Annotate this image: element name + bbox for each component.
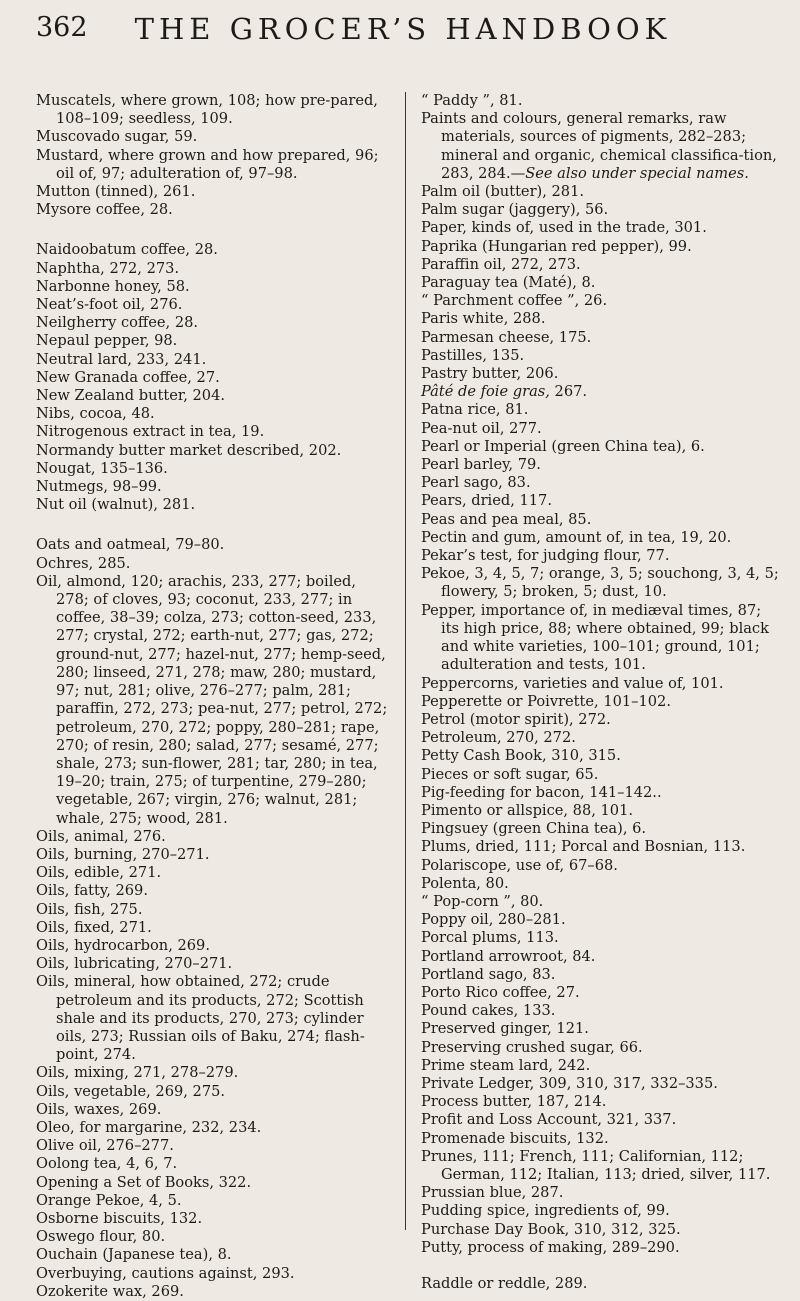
index-entry <box>36 92 388 128</box>
index-entry <box>36 536 388 554</box>
entry-text: Orange Pekoe, 4, 5. <box>36 1191 182 1209</box>
page-header <box>36 12 770 52</box>
index-entry <box>421 474 783 492</box>
entry-text: Oleo, for margarine, 232, 234. <box>36 1118 262 1136</box>
entry-text: Oil, almond, 120; arachis, 233, 277; boiled, 278; of cloves, 93; coconut, 233, 277; in coffee, 38–39; colza, 273; cotton-seed, 233, 277; crystal, 272; earth-nut, 277; gas, 272; ground-nut, 277; hazel-nut, 277; hemp-seed, 280; linseed, 271, 278; maw, 280; mustard, 97; nut, 281; olive, 276–277; palm, 281; paraffin, 272, 273; pea-nut, 277; petrol, 272; petroleum, 270, 272; poppy, 280–281; rape, 270; of resin, 280; salad, 277; sesamé, 277; shale, 273; sun-flower, 281; tar, 280; in tea, 19–20; train, 275; of turpentine, 279–280; vegetable, 267; virgin, 276; walnut, 281; whale, 275; wood, 281. <box>36 572 388 827</box>
entry-text: Mutton (tinned), 261. <box>36 183 196 201</box>
entry-text: Muscatels, where grown, 108; how pre-pared, 108–109; seedless, 109. <box>36 92 378 128</box>
index-entry <box>421 729 783 747</box>
index-entry <box>421 784 783 802</box>
entry-text: Nutmegs, 98–99. <box>36 478 162 496</box>
entry-text: Patna rice, 81. <box>421 401 529 419</box>
index-entry <box>36 478 388 496</box>
entry-text: Oils, animal, 276. <box>36 827 166 845</box>
index-entry <box>36 423 388 441</box>
index-entry <box>36 828 388 846</box>
index-entry <box>421 1239 783 1257</box>
index-entry <box>421 92 783 110</box>
index-entry <box>421 1221 783 1239</box>
entry-text: Neilgherry coffee, 28. <box>36 314 199 332</box>
index-entry <box>421 1057 783 1075</box>
entry-text: Pekar’s test, for judging flour, 77. <box>421 547 670 565</box>
index-entry <box>36 1174 388 1192</box>
index-entry <box>36 882 388 900</box>
index-entry <box>36 260 388 278</box>
entry-text: Oils, fixed, 271. <box>36 918 152 936</box>
entry-text: Poppy oil, 280–281. <box>421 911 566 929</box>
entry-text: Portland sago, 83. <box>421 965 556 983</box>
entry-text: Mustard, where grown and how prepared, 96; oil of, 97; adulteration of, 97–98. <box>36 146 379 182</box>
entry-text: Petrol (motor spirit), 272. <box>421 710 611 728</box>
index-entry <box>421 183 783 201</box>
index-entry <box>421 1002 783 1020</box>
index-entry <box>421 456 783 474</box>
index-entry <box>36 555 388 573</box>
index-entry <box>421 1020 783 1038</box>
entry-text: Peppercorns, varieties and value of, 101. <box>421 674 724 692</box>
index-entry <box>421 274 783 292</box>
index-entry <box>36 1083 388 1101</box>
entry-text: Oils, fish, 275. <box>36 900 143 918</box>
entry-text: Oils, hydrocarbon, 269. <box>36 936 210 954</box>
index-entry <box>36 128 388 146</box>
section-gap <box>36 514 388 536</box>
index-entry <box>36 405 388 423</box>
entry-text: Peas and pea meal, 85. <box>421 510 592 528</box>
entry-text: Pectin and gum, amount of, in tea, 19, 20. <box>421 528 732 546</box>
index-entry <box>36 369 388 387</box>
index-entry <box>421 711 783 729</box>
index-entry <box>421 857 783 875</box>
entry-text: Promenade biscuits, 132. <box>421 1129 609 1147</box>
entry-italic-head: Pâté de foie gras, <box>421 383 550 401</box>
entry-text: Ozokerite wax, 269. <box>36 1282 184 1300</box>
entry-text: Nibs, cocoa, 48. <box>36 405 155 423</box>
entry-text: Prussian blue, 287. <box>421 1184 564 1202</box>
entry-text: Pastry butter, 206. <box>421 365 559 383</box>
entry-text: Paints and colours, general remarks, raw materials, sources of pigments, 282–283; mineral and organic, chemical classifica-tion, 283, 284.— <box>421 110 777 182</box>
entry-text: Plums, dried, 111; Porcal and Bosnian, 113. <box>421 838 746 856</box>
entry-text: Naidoobatum coffee, 28. <box>36 241 218 259</box>
entry-text: Polariscope, use of, 67–68. <box>421 856 618 874</box>
entry-text: Palm sugar (jaggery), 56. <box>421 201 609 219</box>
entry-text: Paraguay tea (Maté), 8. <box>421 274 596 292</box>
entry-text: Preserving crushed sugar, 66. <box>421 1038 643 1056</box>
entry-text: Raddle or reddle, 289. <box>421 1275 588 1292</box>
entry-text: Ouchain (Japanese tea), 8. <box>36 1246 232 1264</box>
entry-text: Pudding spice, ingredients of, 99. <box>421 1202 670 1220</box>
index-entry <box>421 310 783 328</box>
index-entry <box>36 314 388 332</box>
index-entry <box>421 1148 783 1184</box>
entry-text: Oils, mixing, 271, 278–279. <box>36 1064 239 1082</box>
index-entry <box>36 846 388 864</box>
index-entry <box>36 901 388 919</box>
entry-text: Palm oil (butter), 281. <box>421 183 585 201</box>
index-entry <box>421 492 783 510</box>
index-entry <box>36 332 388 350</box>
entry-text: Porto Rico coffee, 27. <box>421 983 580 1001</box>
entry-text: Private Ledger, 309, 310, 317, 332–335. <box>421 1074 718 1092</box>
entry-text: Muscovado sugar, 59. <box>36 128 198 146</box>
index-entry <box>36 1265 388 1283</box>
index-entry <box>421 529 783 547</box>
entry-text: Naphtha, 272, 273. <box>36 259 180 277</box>
entry-text: Pearl or Imperial (green China tea), 6. <box>421 437 705 455</box>
entry-text: Portland arrowroot, 84. <box>421 947 596 965</box>
index-entry <box>36 1101 388 1119</box>
index-entry <box>36 241 388 259</box>
index-entry <box>421 365 783 383</box>
entry-text: Oils, mineral, how obtained, 272; crude petroleum and its products, 272; Scottish shale and its products, 270, 273; cylinder oils, 273; Russian oils of Baku, 274; flash-point, 274. <box>36 973 365 1064</box>
index-entry <box>36 201 388 219</box>
index-entry <box>421 929 783 947</box>
index-entry <box>36 496 388 514</box>
entry-text: Oats and oatmeal, 79–80. <box>36 536 225 554</box>
index-entry <box>36 442 388 460</box>
entry-text: Profit and Loss Account, 321, 337. <box>421 1111 677 1129</box>
section-gap <box>36 219 388 241</box>
entry-text: Olive oil, 276–277. <box>36 1137 174 1155</box>
entry-text: Pepperette or Poivrette, 101–102. <box>421 692 671 710</box>
index-entry <box>421 675 783 693</box>
entry-text: Pig-feeding for bacon, 141–142.. <box>421 783 662 801</box>
index-entry <box>421 329 783 347</box>
index-entry <box>421 984 783 1002</box>
index-entry <box>36 278 388 296</box>
entry-text: Petroleum, 270, 272. <box>421 729 576 747</box>
index-entry <box>36 1192 388 1210</box>
index-entry <box>36 973 388 1064</box>
index-entry <box>421 292 783 310</box>
index-entry <box>421 966 783 984</box>
entry-text: Petty Cash Book, 310, 315. <box>421 747 621 765</box>
entry-text: Pekoe, 3, 4, 5, 7; orange, 3, 5; souchong, 3, 4, 5; flowery, 5; broken, 5; dust, 10. <box>421 565 779 601</box>
running-title: THE GROCER’S HANDBOOK <box>134 12 672 46</box>
entry-text: “ Pop-corn ”, 80. <box>421 892 544 910</box>
index-entry <box>36 387 388 405</box>
index-entry <box>421 511 783 529</box>
entry-text: Neat’s-foot oil, 276. <box>36 296 183 314</box>
entry-text: Porcal plums, 113. <box>421 929 559 947</box>
index-entry <box>421 1093 783 1111</box>
index-entry <box>36 1119 388 1137</box>
entry-text: Paprika (Hungarian red pepper), 99. <box>421 237 692 255</box>
entry-text: Preserved ginger, 121. <box>421 1020 589 1038</box>
entry-text: Paper, kinds of, used in the trade, 301. <box>421 219 707 237</box>
entry-text: Oswego flour, 80. <box>36 1228 166 1246</box>
index-entry <box>421 766 783 784</box>
index-entry <box>421 420 783 438</box>
entry-text: Putty, process of making, 289–290. <box>421 1238 680 1256</box>
index-entry <box>36 460 388 478</box>
entry-text: Overbuying, cautions against, 293. <box>36 1264 295 1282</box>
index-entry <box>421 438 783 456</box>
entry-text: Pastilles, 135. <box>421 346 525 364</box>
entry-text: Pepper, importance of, in mediæval times, 87; its high price, 88; where obtained, 99; black and white varieties, 100–101; ground, 101; adulteration and tests, 101. <box>421 601 769 674</box>
index-entry <box>421 1111 783 1129</box>
index-entry <box>421 547 783 565</box>
entry-text: Opening a Set of Books, 322. <box>36 1173 252 1191</box>
entry-text: Normandy butter market described, 202. <box>36 441 342 459</box>
index-entry <box>36 1137 388 1155</box>
entry-text: Pearl barley, 79. <box>421 456 541 474</box>
index-entry <box>421 747 783 765</box>
index-entry <box>421 347 783 365</box>
index-entry <box>36 296 388 314</box>
entry-text: Oils, fatty, 269. <box>36 882 148 900</box>
index-entry <box>421 1075 783 1093</box>
entry-text: Osborne biscuits, 132. <box>36 1209 203 1227</box>
index-entry <box>421 838 783 856</box>
index-entry <box>421 1275 783 1293</box>
index-entry <box>421 1039 783 1057</box>
index-entry <box>36 351 388 369</box>
index-entry <box>36 1228 388 1246</box>
index-entry <box>421 948 783 966</box>
entry-text: Nut oil (walnut), 281. <box>36 496 196 514</box>
index-entry <box>36 183 388 201</box>
entry-text: Oils, lubricating, 270–271. <box>36 955 233 973</box>
index-entry <box>421 565 783 601</box>
index-entry <box>36 919 388 937</box>
entry-text: Nitrogenous extract in tea, 19. <box>36 423 265 441</box>
entry-text: Ochres, 285. <box>36 554 131 572</box>
index-entry <box>421 875 783 893</box>
index-entry <box>421 893 783 911</box>
entry-text: Pieces or soft sugar, 65. <box>421 765 599 783</box>
entry-text: Pearl sago, 83. <box>421 474 531 492</box>
index-entry <box>421 693 783 711</box>
index-entry <box>36 864 388 882</box>
index-entry <box>421 401 783 419</box>
index-entry <box>421 911 783 929</box>
index-entry <box>36 1283 388 1301</box>
entry-text: Pingsuey (green China tea), 6. <box>421 820 647 838</box>
index-entry <box>421 110 783 183</box>
entry-text: Polenta, 80. <box>421 874 509 892</box>
entry-text: Pears, dried, 117. <box>421 492 552 510</box>
index-entry <box>36 937 388 955</box>
entry-text: “ Paddy ”, 81. <box>421 92 523 109</box>
entry-text: Oolong tea, 4, 6, 7. <box>36 1155 178 1173</box>
index-entry <box>421 1202 783 1220</box>
entry-text: Pimento or allspice, 88, 101. <box>421 801 634 819</box>
index-entry <box>36 147 388 183</box>
index-entry <box>421 383 783 401</box>
entry-text: Pound cakes, 133. <box>421 1002 556 1020</box>
entry-text: Oils, vegetable, 269, 275. <box>36 1082 226 1100</box>
column-divider <box>405 92 406 1230</box>
entry-text: Process butter, 187, 214. <box>421 1093 607 1111</box>
index-entry <box>36 1064 388 1082</box>
entry-text: Oils, burning, 270–271. <box>36 845 210 863</box>
index-entry <box>36 1155 388 1173</box>
entry-text: Mysore coffee, 28. <box>36 201 173 219</box>
index-entry <box>421 238 783 256</box>
index-entry <box>421 820 783 838</box>
index-entry <box>36 1210 388 1228</box>
entry-text: New Zealand butter, 204. <box>36 387 226 405</box>
entry-text: 267. <box>549 383 588 401</box>
entry-text: Pea-nut oil, 277. <box>421 419 542 437</box>
page-number: 362 <box>36 12 88 43</box>
index-entry <box>421 1184 783 1202</box>
entry-text: Paraffin oil, 272, 273. <box>421 255 581 273</box>
entry-italic-tail: See also under special names. <box>525 164 749 182</box>
entry-text: Prunes, 111; French, 111; Californian, 112; German, 112; Italian, 113; dried, silver, 117. <box>421 1147 771 1183</box>
index-entry <box>421 256 783 274</box>
index-entry <box>421 1130 783 1148</box>
entry-text: Oils, waxes, 269. <box>36 1100 162 1118</box>
entry-text: Purchase Day Book, 310, 312, 325. <box>421 1220 681 1238</box>
index-entry <box>36 955 388 973</box>
index-entry <box>36 573 388 828</box>
entry-text: Neutral lard, 233, 241. <box>36 350 207 368</box>
entry-text: “ Parchment coffee ”, 26. <box>421 292 608 310</box>
index-column-right <box>421 92 783 1293</box>
index-entry <box>421 802 783 820</box>
entry-text: Parmesan cheese, 175. <box>421 328 592 346</box>
index-entry <box>421 219 783 237</box>
entry-text: Narbonne honey, 58. <box>36 277 190 295</box>
index-column-left <box>36 92 388 1301</box>
entry-text: New Granada coffee, 27. <box>36 368 220 386</box>
index-entry <box>421 602 783 675</box>
index-entry <box>36 1246 388 1264</box>
entry-text: Oils, edible, 271. <box>36 864 162 882</box>
index-entry <box>421 201 783 219</box>
entry-text: Nougat, 135–136. <box>36 459 168 477</box>
entry-text: Prime steam lard, 242. <box>421 1056 591 1074</box>
entry-text: Nepaul pepper, 98. <box>36 332 178 350</box>
entry-text: Paris white, 288. <box>421 310 546 328</box>
